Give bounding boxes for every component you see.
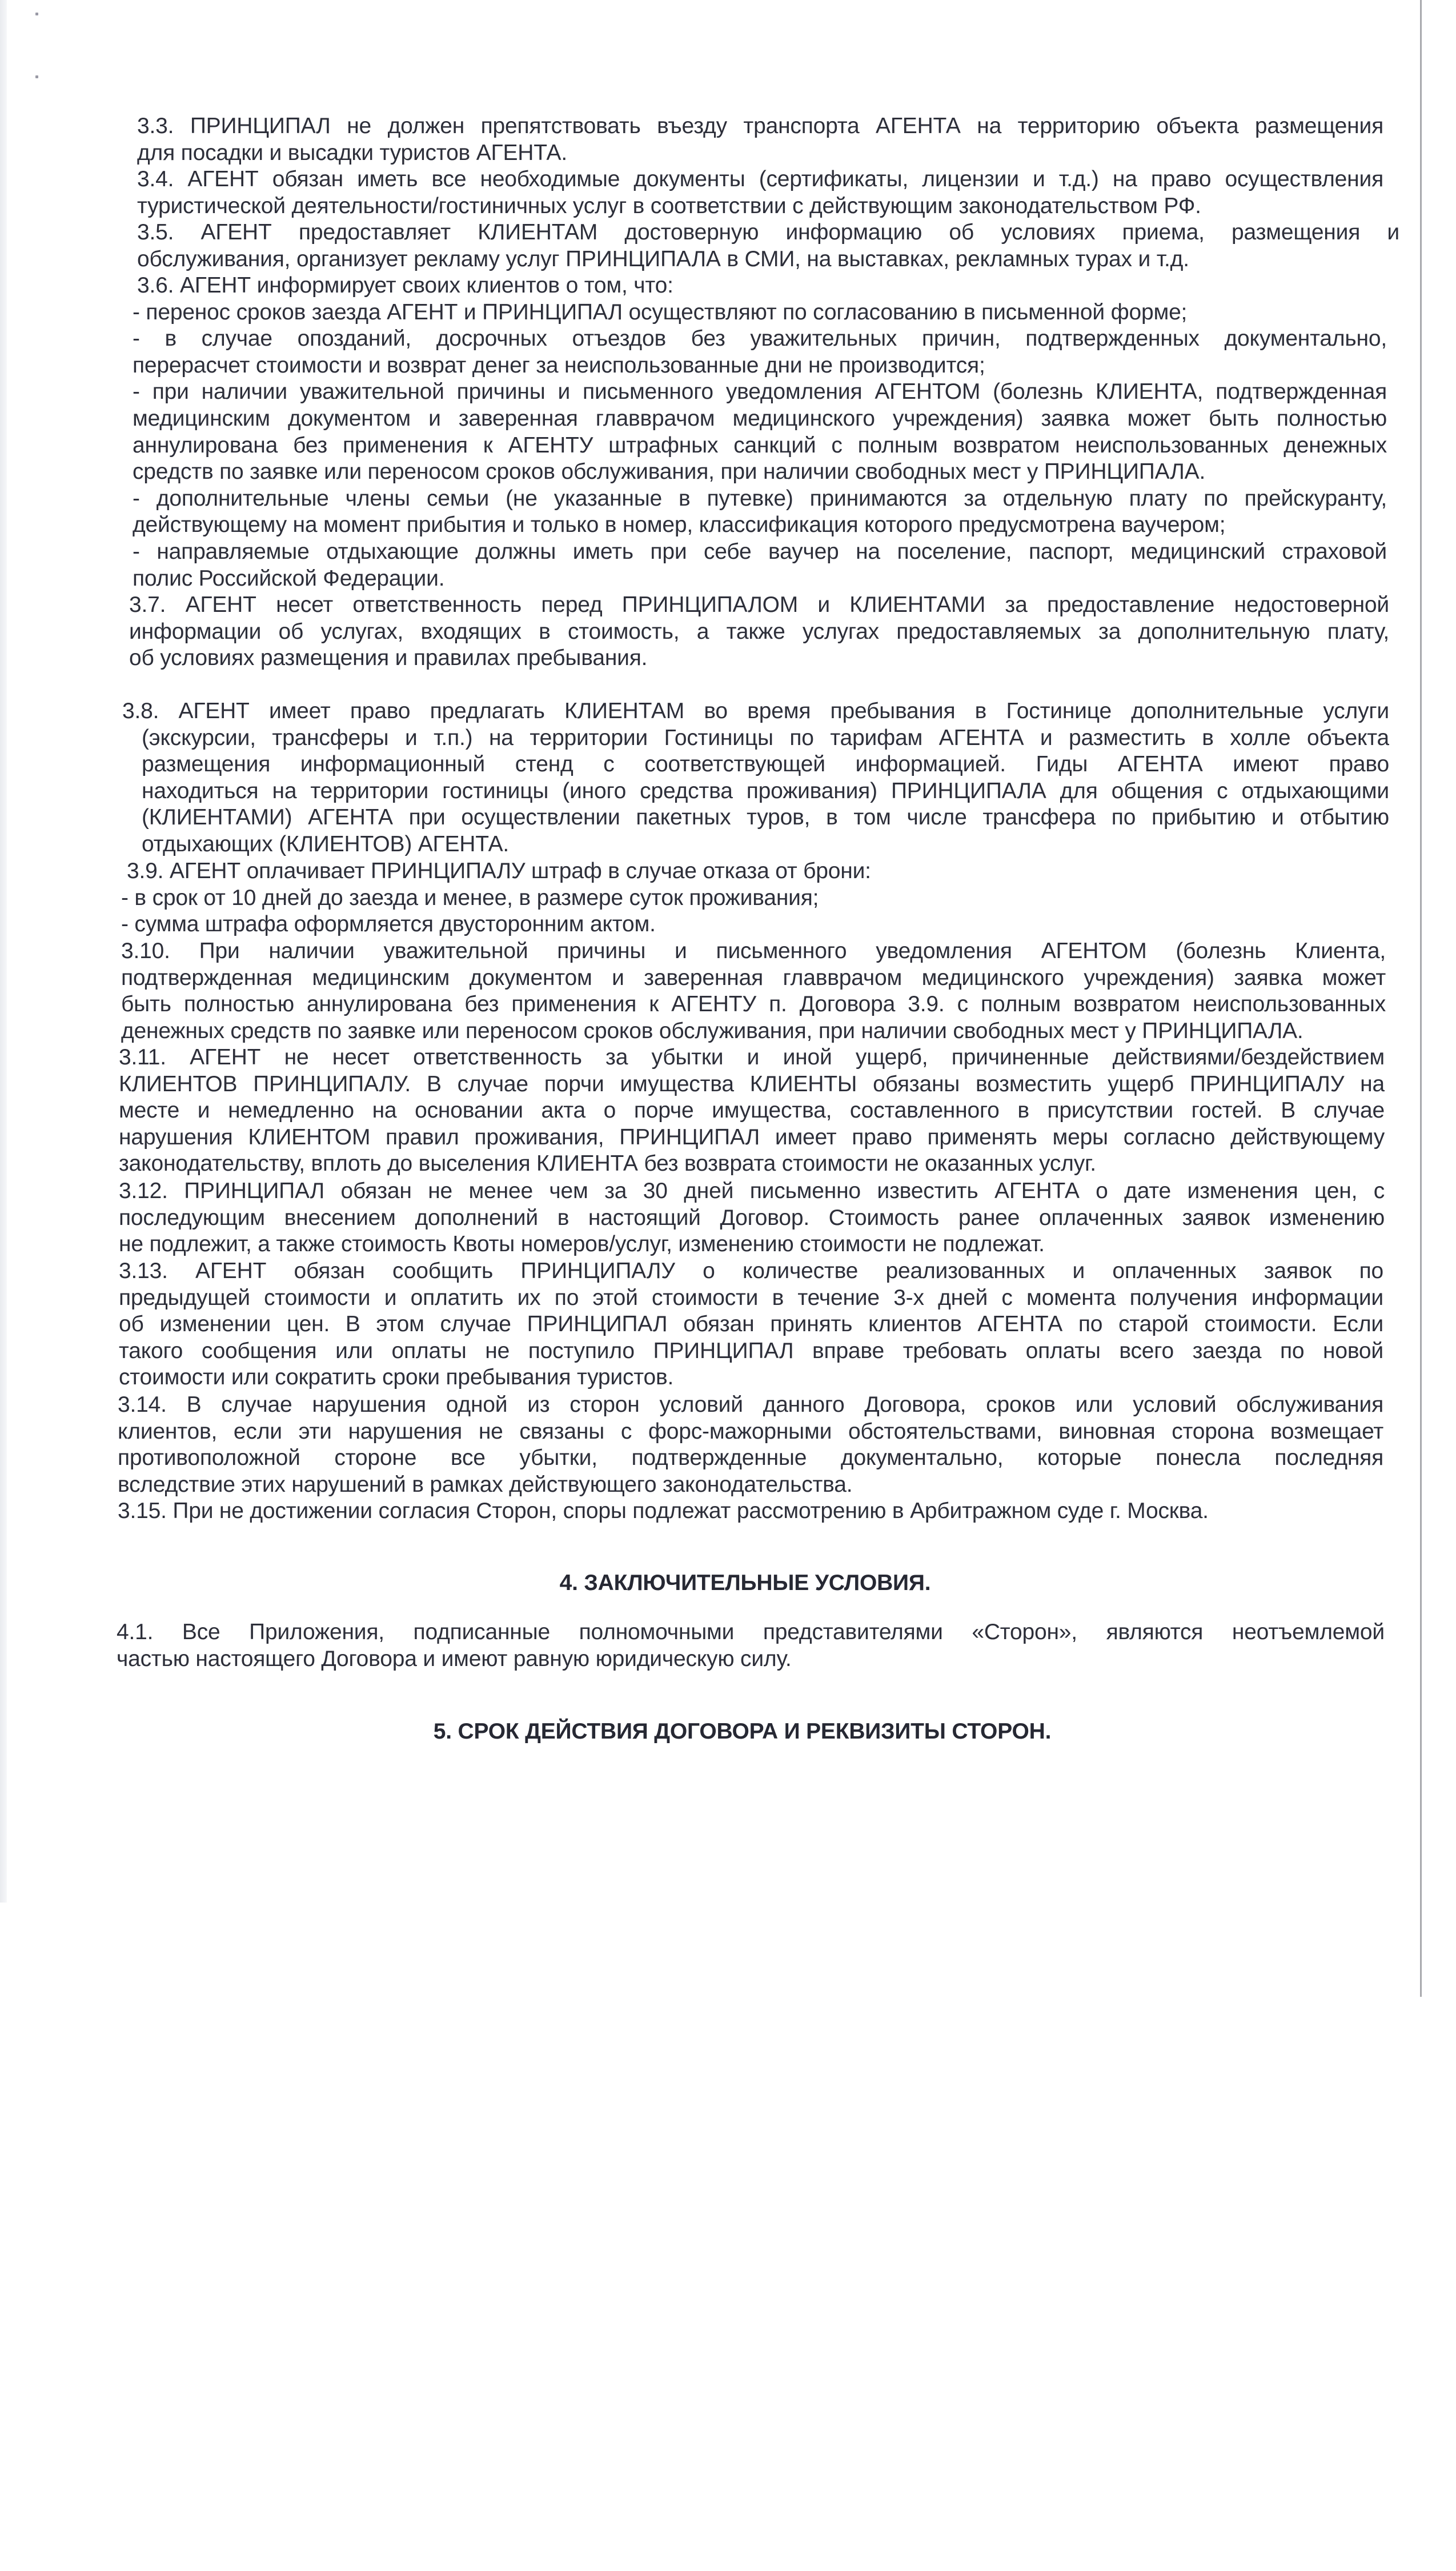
clause-line-p3-12: 3.12. ПРИНЦИПАЛ обязан не менее чем за 30 дней письменно известить АГЕНТА о дате изменения цен, с [119,1179,1385,1203]
scan-speck [35,75,38,78]
clause-line-p3-11: КЛИЕНТОВ ПРИНЦИПАЛУ. В случае порчи имущества КЛИЕНТЫ обязаны возместить ущерб ПРИНЦИПАЛУ на [119,1072,1385,1096]
clause-line-p3-12: последующим внесением дополнений в настоящий Договор. Стоимость ранее оплаченных заявок изменению [119,1206,1385,1230]
clause-line-p4-1: 4.1. Все Приложения, подписанные полномочными представителями «Сторон», являются неотъемлемой [117,1620,1385,1644]
clause-line-p3-6: полис Российской Федерации. [133,566,445,591]
clause-line-p3-8: отдыхающих (КЛИЕНТОВ) АГЕНТА. [142,832,510,856]
clause-line-p3-9: - сумма штрафа оформляется двусторонним актом. [121,912,656,936]
clause-line-p3-8: (КЛИЕНТАМИ) АГЕНТА при осуществлении пакетных туров, в том числе трансфера по прибытию и отбытию [142,805,1389,830]
clause-line-p3-7: об условиях размещения и правилах пребывания. [129,646,648,670]
clause-line-p3-6: средств по заявке или переносом сроков обслуживания, при наличии свободных мест у ПРИНЦИПАЛА. [133,459,1206,484]
clause-line-p3-11: месте и немедленно на основании акта о порче имущества, составленного в присутствии гостей. В случае [119,1098,1385,1123]
clause-line-p3-13: такого сообщения или оплаты не поступило ПРИНЦИПАЛ вправе требовать оплаты всего заезда по новой [119,1339,1383,1363]
clause-line-p4-1: частью настоящего Договора и имеют равную юридическую силу. [117,1647,792,1671]
clause-line-p3-6: - дополнительные члены семьи (не указанные в путевке) принимаются за отдельную плату по прейскуранту, [133,486,1387,511]
clause-line-p3-6: 3.6. АГЕНТ информирует своих клиентов о том, что: [137,273,673,298]
clause-line-p3-13: 3.13. АГЕНТ обязан сообщить ПРИНЦИПАЛУ о количестве реализованных и оплаченных заявок по [119,1259,1383,1283]
clause-line-p3-6: действующему на момент прибытия и только в номер, классификация которого предусмотрена ваучером; [133,512,1226,537]
clause-line-p3-13: об изменении цен. В этом случае ПРИНЦИПАЛ обязан принять клиентов АГЕНТА по старой стоимости. Если [119,1312,1383,1336]
clause-line-p3-5: обслуживания, организует рекламу услуг ПРИНЦИПАЛА в СМИ, на выставках, рекламных турах и т.д. [137,247,1189,271]
clause-line-p3-14: 3.14. В случае нарушения одной из сторон условий данного Договора, сроков или условий обслуживания [118,1392,1383,1417]
clause-line-p3-9: 3.9. АГЕНТ оплачивает ПРИНЦИПАЛУ штраф в случае отказа от брони: [127,859,871,883]
clause-line-p3-15: 3.15. При не достижении согласия Сторон, споры подлежат рассмотрению в Арбитражном суде г. Москва. [118,1499,1209,1523]
clause-line-p3-5: 3.5. АГЕНТ предоставляет КЛИЕНТАМ достоверную информацию об условиях приема, размещения и [137,220,1399,245]
clause-line-p3-10: быть полностью аннулирована без применения к АГЕНТУ п. Договора 3.9. с полным возвратом неиспользованных [121,992,1386,1016]
scan-speck [35,13,38,15]
clause-line-p3-6: - при наличии уважительной причины и письменного уведомления АГЕНТОМ (болезнь КЛИЕНТА, подтвержденная [133,379,1387,404]
scan-edge-line [1420,0,1422,1997]
clause-line-p3-3: для посадки и высадки туристов АГЕНТА. [137,141,567,165]
clause-line-p3-7: информации об услугах, входящих в стоимость, а также услугах предоставляемых за дополнительную плату, [129,619,1389,644]
section-heading-term-and-details: 5. СРОК ДЕЙСТВИЯ ДОГОВОРА И РЕКВИЗИТЫ СТОРОН. [433,1719,1052,1744]
clause-line-p3-14: вследствие этих нарушений в рамках действующего законодательства. [118,1472,853,1497]
clause-line-p3-10: 3.10. При наличии уважительной причины и письменного уведомления АГЕНТОМ (болезнь Клиента, [121,939,1386,963]
clause-line-p3-13: предыдущей стоимости и оплатить их по этой стоимости в течение 3-х дней с момента получения информации [119,1286,1383,1310]
clause-line-p3-14: противоположной стороне все убытки, подтвержденные документально, которые понесла последняя [118,1445,1383,1470]
clause-line-p3-6: - направляемые отдыхающие должны иметь при себе ваучер на поселение, паспорт, медицинский страховой [133,539,1387,564]
clause-line-p3-10: подтвержденная медицинским документом и заверенная главврачом медицинского учреждения) заявка может [121,966,1386,990]
clause-line-p3-11: 3.11. АГЕНТ не несет ответственность за убытки и иной ущерб, причиненные действиями/бездействием [119,1045,1385,1070]
scan-edge-shadow [0,0,7,1903]
clause-line-p3-6: перерасчет стоимости и возврат денег за неиспользованные дни не производится; [133,353,985,378]
clause-line-p3-3: 3.3. ПРИНЦИПАЛ не должен препятствовать въезду транспорта АГЕНТА на территорию объекта размещения [137,114,1383,138]
clause-line-p3-6: - перенос сроков заезда АГЕНТ и ПРИНЦИПАЛ осуществляют по согласованию в письменной форме; [133,300,1188,325]
clause-line-p3-8: находиться на территории гостиницы (иного средства проживания) ПРИНЦИПАЛА для общения с отдыхающими [142,779,1389,803]
clause-line-p3-6: медицинским документом и заверенная главврачом медицинского учреждения) заявка может быть полностью [133,406,1387,431]
clause-line-p3-8: (экскурсии, трансферы и т.п.) на территории Гостиницы по тарифам АГЕНТА и разместить в холле объекта [142,726,1389,750]
clause-line-p3-6: аннулирована без применения к АГЕНТУ штрафных санкций с полным возвратом неиспользованных денежных [133,433,1387,458]
clause-line-p3-13: стоимости или сократить сроки пребывания туристов. [119,1365,674,1389]
clause-line-p3-8: 3.8. АГЕНТ имеет право предлагать КЛИЕНТАМ во время пребывания в Гостинице дополнительные услуги [122,699,1389,723]
clause-line-p3-10: денежных средств по заявке или переносом сроков обслуживания, при наличии свободных мест у ПРИНЦИПАЛА. [121,1019,1303,1043]
clause-line-p3-6: - в случае опозданий, досрочных отъездов без уважительных причин, подтвержденных документально, [133,326,1387,351]
section-heading-final-conditions: 4. ЗАКЛЮЧИТЕЛЬНЫЕ УСЛОВИЯ. [559,1571,931,1595]
clause-line-p3-9: - в срок от 10 дней до заезда и менее, в размере суток проживания; [121,886,819,910]
clause-line-p3-11: законодательству, вплоть до выселения КЛИЕНТА без возврата стоимости не оказанных услуг. [119,1151,1096,1176]
clause-line-p3-11: нарушения КЛИЕНТОМ правил проживания, ПРИНЦИПАЛ имеет право применять меры согласно действующему [119,1125,1385,1150]
clause-line-p3-8: размещения информационный стенд с соответствующей информацией. Гиды АГЕНТА имеют право [142,752,1389,776]
clause-line-p3-4: туристической деятельности/гостиничных услуг в соответствии с действующим законодательством РФ. [137,194,1201,218]
clause-line-p3-12: не подлежит, а также стоимость Квоты номеров/услуг, изменению стоимости не подлежат. [119,1232,1045,1256]
clause-line-p3-4: 3.4. АГЕНТ обязан иметь все необходимые документы (сертификаты, лицензии и т.д.) на право осуществления [137,167,1383,191]
clause-line-p3-14: клиентов, если эти нарушения не связаны с форс-мажорными обстоятельствами, виновная сторона возмещает [118,1419,1383,1444]
clause-line-p3-7: 3.7. АГЕНТ несет ответственность перед ПРИНЦИПАЛОМ и КЛИЕНТАМИ за предоставление недостоверной [129,592,1389,617]
